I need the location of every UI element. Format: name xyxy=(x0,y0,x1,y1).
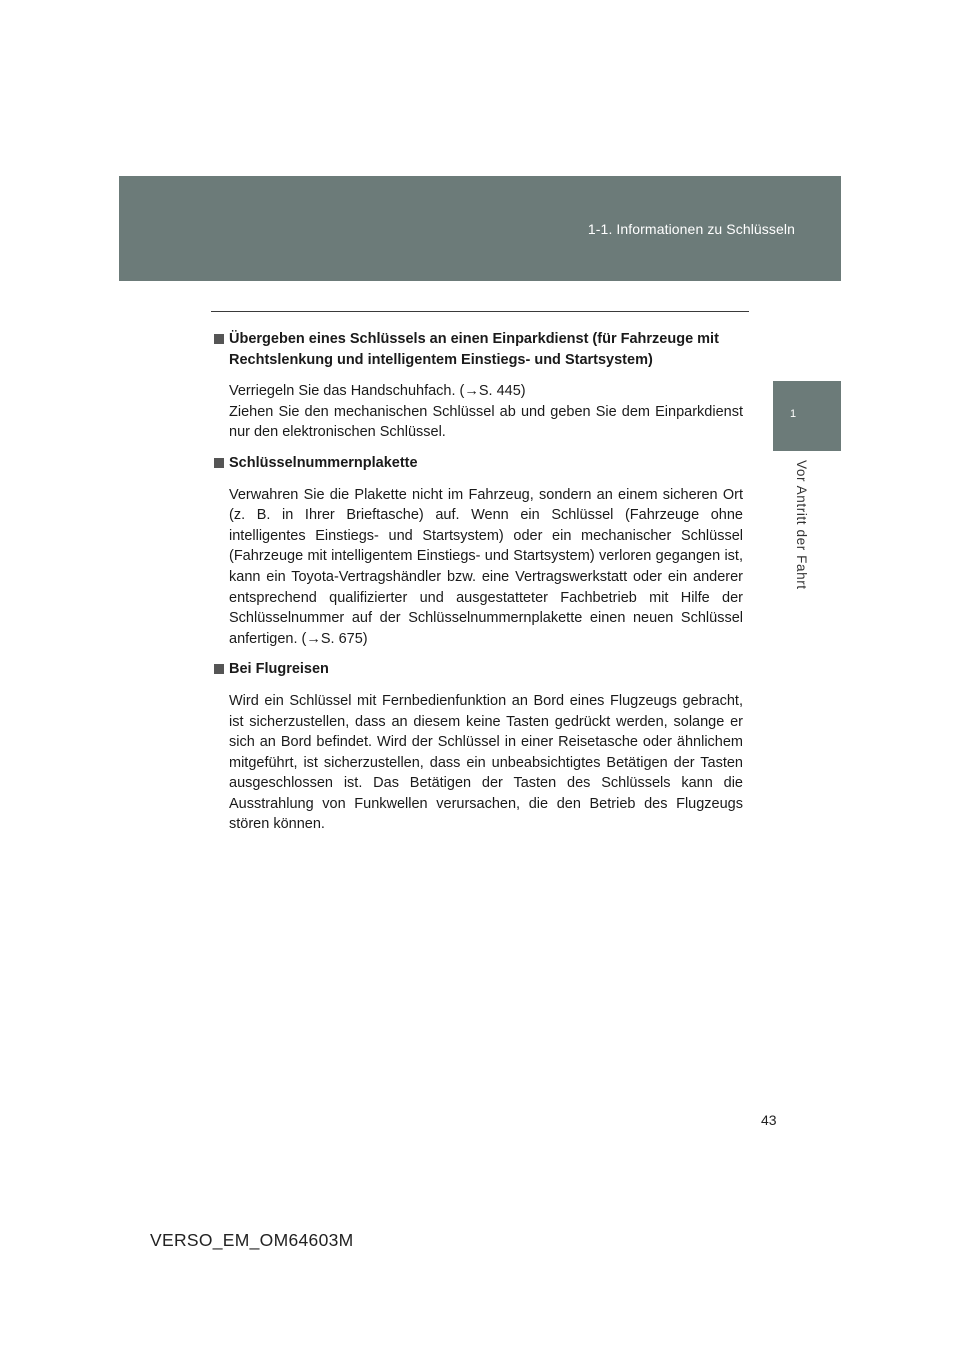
section-paragraph: Ziehen Sie den mechanischen Schlüssel ab und geben Sie dem Einparkdienst nur den elektronischen Schlüssel. xyxy=(229,403,743,441)
square-bullet-icon xyxy=(214,664,224,674)
section-key-number-plate xyxy=(214,453,743,649)
page-number: 43 xyxy=(761,1112,777,1128)
page-content xyxy=(214,329,743,835)
section-heading-text: Bei Flugreisen xyxy=(229,661,329,678)
section-paragraph: Verriegeln Sie das Handschuhfach. (→S. 445) xyxy=(229,383,526,400)
section-heading xyxy=(214,453,743,474)
chapter-tab-label: Vor Antritt der Fahrt xyxy=(794,460,809,590)
square-bullet-icon xyxy=(214,334,224,344)
chapter-number: 1 xyxy=(790,408,797,420)
section-paragraph: Wird ein Schlüssel mit Fernbedienfunktion an Bord eines Flugzeugs gebracht, ist sicherzustellen, dass an diesem keine Tasten gedrückt werden, solange er sich an Bord befindet. Wird der Schlüssel in einer Reisetasche oder ähnlichem mitgeführt, ist sicherzustellen, dass ein unbeabsichtigtes Betätigen der Tasten ausgeschlossen ist. Das Betätigen der Tasten des Schlüssels kann die Ausstrahlung von Funkwellen verursachen, die den Betrieb des Flugzeugs stören können. xyxy=(229,692,743,833)
square-bullet-icon xyxy=(214,458,224,468)
document-code: VERSO_EM_OM64603M xyxy=(150,1230,354,1250)
section-heading-text: Übergeben eines Schlüssels an einen Einparkdienst (für Fahrzeuge mit Rechtslenkung und intelligentem Einstiegs- und Startsystem) xyxy=(229,331,719,368)
chapter-tab xyxy=(773,381,841,451)
section-paragraph: Verwahren Sie die Plakette nicht im Fahrzeug, sondern an einem sicheren Ort (z. B. in Ihrer Brieftasche) auf. Wenn ein Schlüssel (Fahrzeuge ohne intelligentes Einstiegs- und Startsystem) oder ein mechanischer Schlüssel (Fahrzeuge mit intelligentem Einstiegs- und Startsystem) verloren gegangen ist, kann ein Toyota-Vertragshändler bzw. eine Vertragswerkstatt oder ein anderer entsprechend qualifizierter und ausgestatteter Fachbetrieb mit Hilfe der Schlüsselnummer auf der Schlüsselnummernplakette einen neuen Schlüssel anfertigen. (→S. 675) xyxy=(229,486,743,647)
section-heading xyxy=(214,329,743,370)
chapter-header-band xyxy=(119,176,841,281)
top-divider xyxy=(211,311,749,312)
section-heading-text: Schlüsselnummernplakette xyxy=(229,454,418,471)
section-air-travel xyxy=(214,659,743,835)
section-title: 1-1. Informationen zu Schlüsseln xyxy=(587,221,795,237)
section-heading xyxy=(214,659,743,680)
section-valet xyxy=(214,329,743,443)
